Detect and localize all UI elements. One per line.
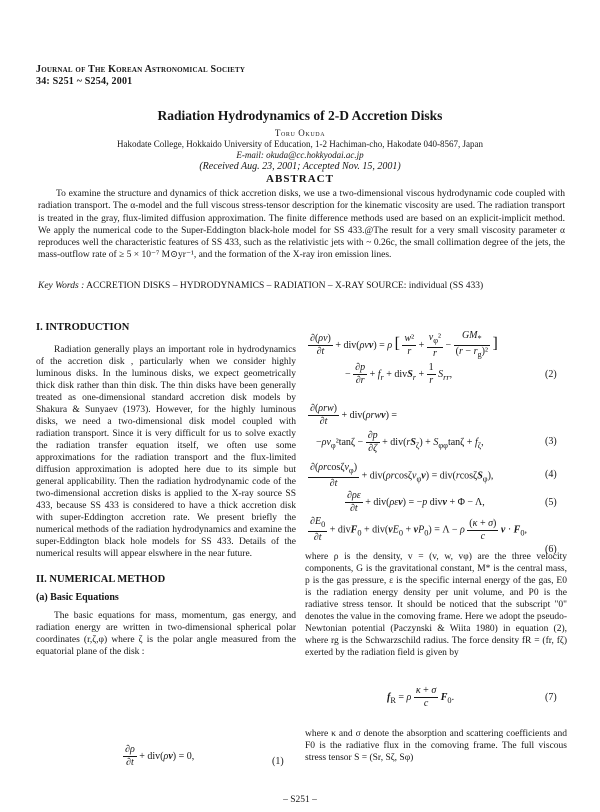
equation-1-number: (1) [272, 756, 284, 767]
keywords-text: ACCRETION DISKS – HYDRODYNAMICS – RADIATION – X-RAY SOURCE: individual (SS 433) [86, 281, 484, 291]
left-column [36, 322, 296, 658]
equation-5-number: (5) [545, 497, 557, 508]
equation-6-number: (6) [545, 544, 557, 555]
equation-3: $\frac{\text{∂(ρrw)}}{\partial t}$ + div(ρrwv) = [310, 403, 398, 427]
equation-7: $f_R = \rho$ $\frac{\kappa + \sigma}{c}$ $F_0$. [387, 685, 455, 709]
author-name: Toru Okuda [274, 128, 326, 138]
equation-2-continued: − $\frac{\partial p}{\partial r}$ + $f_r$ + divS$_r$ + $\frac{1}{r}$ $S_{rr}$, [345, 362, 453, 386]
equation-3-continued: $-\rho v_\varphi^2\tan\zeta$ − $\frac{\partial p}{\partial\zeta}$ + $div(rS_\zeta) + S_{\varphi\varphi}\tan\zeta + f_\zeta$, [316, 430, 484, 454]
abstract-heading: ABSTRACT [266, 173, 334, 185]
equation-3-number: (3) [545, 436, 557, 447]
author-block [0, 124, 600, 172]
keywords [38, 280, 565, 292]
equation-2-number: (2) [545, 369, 557, 380]
equation-2: $\frac{\partial(\rho v)}{\partial t}$ + div(ρvv) = ρ [ $\frac{\text{w²}}{r}$ + $\frac{v_\varphi^2}{r}$ − $\frac{GM_*}{(r - r_g)^2}$ ] [310, 330, 498, 359]
journal-volume: 34: S251 ~ S254, 2001 [36, 76, 133, 87]
equation-1: $\frac{\partial\rho}{\partial t}$ + div(ρv) = 0, [125, 744, 195, 768]
equation-7-number: (7) [545, 692, 557, 703]
keywords-label: Key Words : [38, 281, 85, 291]
method-subheading: (a) Basic Equations [36, 592, 119, 603]
equation-5: $\frac{\partial\rho\varepsilon}{\partial t}$ + div(ρεv) = −p divv + Φ − Λ, [347, 490, 485, 514]
journal-name: Journal of The Korean Astronomical Society [36, 64, 246, 75]
right-column-text-1: where ρ is the density, v = (v, w, vφ) are the three velocity components, G is the gravitational constant, M* is the central mass, p is the gas pressure, ε is the specific internal energy of the gas, E0 is the radiation energy density per unit volume, and P0 is the radiative stress tensor. It should be noticed that the subscript "0" denotes the value in the comoving frame. Here we adopt the pseudo-Newtonian potential (Paczynski & Wiita 1980) in equation (2), where rg is the Schwarzschild radius. The force density fR = (fr, fζ) exerted by the radiation field is given by [305, 552, 567, 658]
paper-title: Radiation Hydrodynamics of 2-D Accretion Disks [157, 108, 443, 123]
author-email: E-mail: okuda@cc.hokkyodai.ac.jp [236, 150, 364, 160]
journal-header [36, 64, 245, 88]
equation-4-number: (4) [545, 469, 557, 480]
intro-text: Radiation generally plays an important role in hydrodynamics of the accretion disk , particularly when we consider highly luminous disks. In the luminous disks, we expect geometrically thick disk rather than thin disk. The thin disks have been generally treated as one-dimensional standard accretion disk models by Shakura & Sunyaev (1973). However, for the highly luminous disks, we need a two-dimensional disk model coupled with radiation transport. Since it is very difficult for us to solve exactly the radiation transfer equation itself, we often use some approximations for the radiation transport and the flux-limited diffusion approximation is adopted here due to its simple but general applicability. Then the radiation hydrodynamic code of the two-dimensional accretion disks is applied to the X-ray source SS 433, because SS 433 is considered to have a thick accretion disk with super-Eddington accretion rate. We present briefly the numerical methods of the radiation hydrodynamics and examine the super-Eddington black hole models for SS 433. Details of the numerical results will appear elswhere in the near future. [36, 345, 296, 559]
method-heading: II. NUMERICAL METHOD [36, 574, 166, 585]
intro-heading: I. INTRODUCTION [36, 322, 130, 333]
page-number: – S251 – [283, 795, 317, 805]
right-column-text-2: where κ and σ denote the absorption and scattering coefficients and F0 is the radiative flux in the comoving frame. The full viscous stress tensor S = (Sr, Sζ, Sφ) [305, 729, 567, 763]
abstract-text: To examine the structure and dynamics of thick accretion disks, we use a two-dimensional viscous hydrodynamic code coupled with radiation transport. The α-model and the full viscous stress-tensor description for the kinematic viscosity are used. The radiation transport is treated in the gray, flux-limited diffusion approximation. The finite difference methods used are based on an explicit-implicit method. We apply the numerical code to the Super-Eddington black-hole model for SS 433.@The result for a very small viscosity parameter α reproduces well the characteristic features of SS 433, such as the relativistic jets with ~ 0.26c, the small collimation degree of the jets, the mass-outflow rate of ≥ 5 × 10⁻⁷ M⊙yr⁻¹, and the formation of the X-ray iron emission lines. [38, 189, 565, 261]
equation-6: $\frac{\partial E_0}{\partial t}$ + divF$_0$ + $div(vE_0 + vP_0) = \Lambda - \rho$ $\frac{(\kappa + \sigma)}{c}$ $v \cdot F_0$, [310, 516, 527, 543]
equation-4: $\frac{\partial(\rho rcos\zeta v_\varphi)}{\partial t}$ + div(ρrcosζv$_\varphi$v) = div(rcosζS$_\varphi$), [310, 462, 494, 489]
received-dates: (Received Aug. 23, 2001; Accepted Nov. 15, 2001) [199, 161, 401, 172]
method-text: The basic equations for mass, momentum, gas energy, and radiation energy are written in two-dimensional spherical polar coordinates (r,ζ,φ) where ζ is the polar angle measured from the equatorial plane of the disk : [36, 611, 296, 657]
author-affiliation: Hakodate College, Hokkaido University of Education, 1-2 Hachiman-cho, Hakodate 040-8567, Japan [117, 139, 483, 149]
